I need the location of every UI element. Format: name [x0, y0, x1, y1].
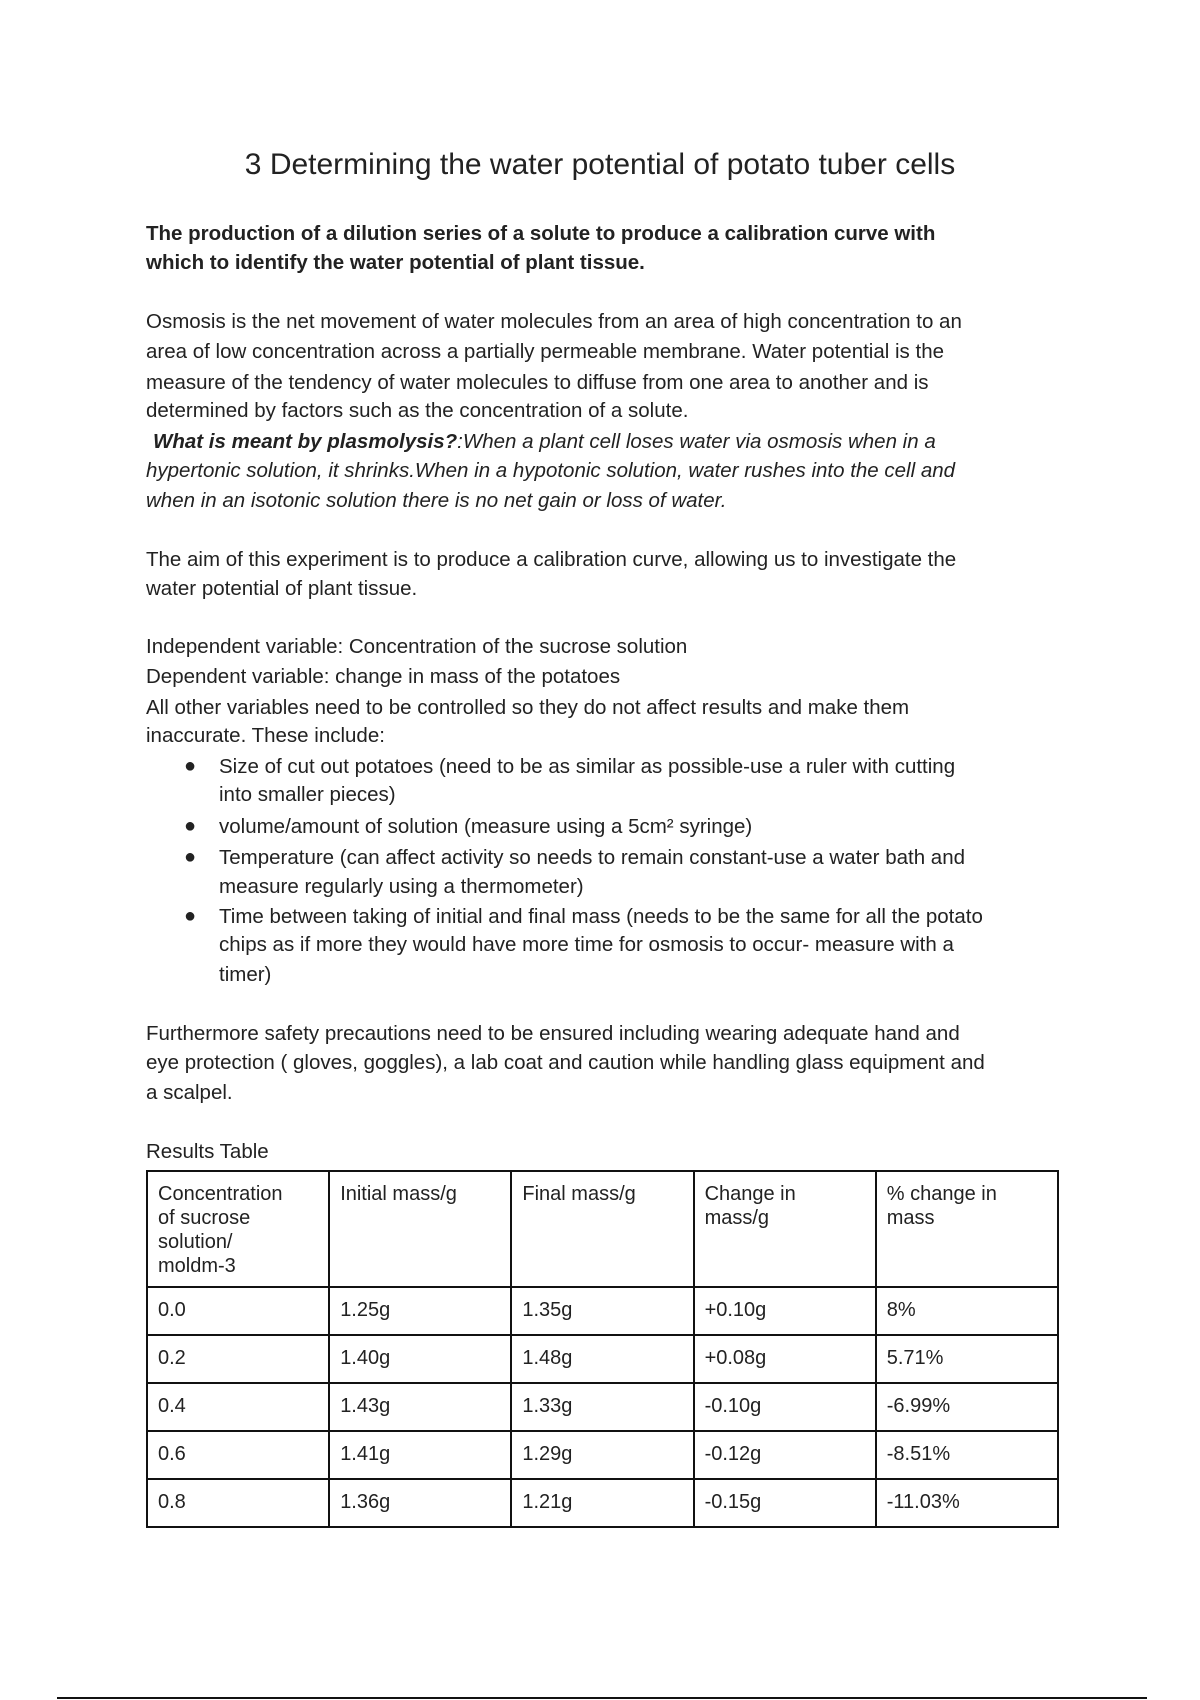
plasmolysis-line: when in an isotonic solution there is no net gain or loss of water. [146, 489, 727, 512]
osmosis-line: Osmosis is the net movement of water molecules from an area of high concentration to an [146, 310, 962, 333]
intro-line: The production of a dilution series of a solute to produce a calibration curve with [146, 222, 936, 245]
osmosis-line: area of low concentration across a partially permeable membrane. Water potential is the [146, 340, 944, 363]
osmosis-line: determined by factors such as the concentration of a solute. [146, 399, 689, 422]
table-header-row [147, 1171, 1058, 1287]
table-cell: -0.12g [694, 1431, 876, 1479]
bullet-icon: ● [184, 755, 197, 777]
table-cell: 0.8 [147, 1479, 329, 1527]
header-text: Concentration [158, 1183, 283, 1205]
table-row [147, 1479, 1058, 1527]
bullet-item: volume/amount of solution (measure using a 5cm² syringe) [219, 815, 753, 838]
bullet-item: Temperature (can affect activity so needs to remain constant-use a water bath and [219, 846, 965, 869]
table-row [147, 1431, 1058, 1479]
table-cell: -0.10g [694, 1383, 876, 1431]
table-label: Results Table [146, 1140, 269, 1163]
plasmolysis-line [146, 430, 936, 454]
table-cell: -11.03% [876, 1479, 1058, 1527]
header-percent-change [876, 1171, 1058, 1287]
table-cell: 1.33g [511, 1383, 693, 1431]
table-cell: 0.6 [147, 1431, 329, 1479]
header-text: solution/ [158, 1231, 233, 1253]
header-text: mass [886, 1207, 935, 1229]
table-row [147, 1287, 1058, 1335]
bullet-item: timer) [219, 963, 272, 986]
bullet-icon: ● [184, 846, 197, 868]
header-concentration [147, 1171, 329, 1287]
header-text: Initial mass/g [340, 1183, 457, 1205]
safety-line: eye protection ( gloves, goggles), a lab coat and caution while handling glass equipment and [146, 1051, 985, 1074]
dependent-variable: Dependent variable: change in mass of the potatoes [146, 665, 621, 688]
table-cell: 1.35g [511, 1287, 693, 1335]
controlled-variables-line: All other variables need to be controlled so they do not affect results and make them [146, 696, 910, 719]
bullet-icon: ● [184, 815, 197, 837]
table-cell: +0.10g [694, 1287, 876, 1335]
table-cell: 1.40g [329, 1335, 511, 1383]
table-row [147, 1335, 1058, 1383]
aim-line: The aim of this experiment is to produce a calibration curve, allowing us to investigate the [146, 548, 957, 571]
plasmolysis-line: hypertonic solution, it shrinks.When in a hypotonic solution, water rushes into the cell and [146, 459, 956, 482]
controlled-variables-line: inaccurate. These include: [146, 724, 385, 747]
plasmolysis-answer: :When a plant cell loses water via osmosis when in a [457, 430, 936, 453]
table-cell: 1.21g [511, 1479, 693, 1527]
table-cell: 5.71% [876, 1335, 1058, 1383]
independent-variable: Independent variable: Concentration of the sucrose solution [146, 635, 688, 658]
table-cell: 8% [876, 1287, 1058, 1335]
bullet-item: into smaller pieces) [219, 783, 396, 806]
table-cell: -8.51% [876, 1431, 1058, 1479]
bullet-item: chips as if more they would have more time for osmosis to occur- measure with a [219, 933, 954, 956]
header-text: Final mass/g [522, 1183, 636, 1205]
table-cell: 1.36g [329, 1479, 511, 1527]
osmosis-line: measure of the tendency of water molecules to diffuse from one area to another and is [146, 371, 929, 394]
bullet-item: Size of cut out potatoes (need to be as similar as possible-use a ruler with cutting [219, 755, 956, 778]
table-cell: 0.0 [147, 1287, 329, 1335]
table-cell: 0.2 [147, 1335, 329, 1383]
bullet-item: measure regularly using a thermometer) [219, 875, 584, 898]
header-text: of sucrose [158, 1207, 251, 1229]
table-row [147, 1383, 1058, 1431]
bullet-icon: ● [184, 905, 197, 927]
page-title: 3 Determining the water potential of potato tuber cells [244, 148, 956, 181]
safety-line: Furthermore safety precautions need to be ensured including wearing adequate hand and [146, 1022, 960, 1045]
table-cell: 1.25g [329, 1287, 511, 1335]
table-cell: 0.4 [147, 1383, 329, 1431]
plasmolysis-question: What is meant by plasmolysis? [153, 430, 458, 453]
results-table [146, 1170, 1059, 1528]
safety-line: a scalpel. [146, 1081, 233, 1104]
table-cell: 1.29g [511, 1431, 693, 1479]
table-cell: -0.15g [694, 1479, 876, 1527]
table-cell: +0.08g [694, 1335, 876, 1383]
intro-line: which to identify the water potential of plant tissue. [146, 251, 645, 274]
header-text: mass/g [704, 1207, 770, 1229]
table-cell: 1.43g [329, 1383, 511, 1431]
header-text: Change in [704, 1183, 796, 1205]
header-change-in-mass [694, 1171, 876, 1287]
header-text: % change in [886, 1183, 997, 1205]
header-final-mass [511, 1171, 693, 1287]
table-cell: -6.99% [876, 1383, 1058, 1431]
page-divider [57, 1697, 1147, 1699]
aim-line: water potential of plant tissue. [146, 577, 418, 600]
table-cell: 1.41g [329, 1431, 511, 1479]
header-text: moldm-3 [158, 1255, 236, 1277]
bullet-item: Time between taking of initial and final mass (needs to be the same for all the potato [219, 905, 983, 928]
table-cell: 1.48g [511, 1335, 693, 1383]
header-initial-mass [329, 1171, 511, 1287]
